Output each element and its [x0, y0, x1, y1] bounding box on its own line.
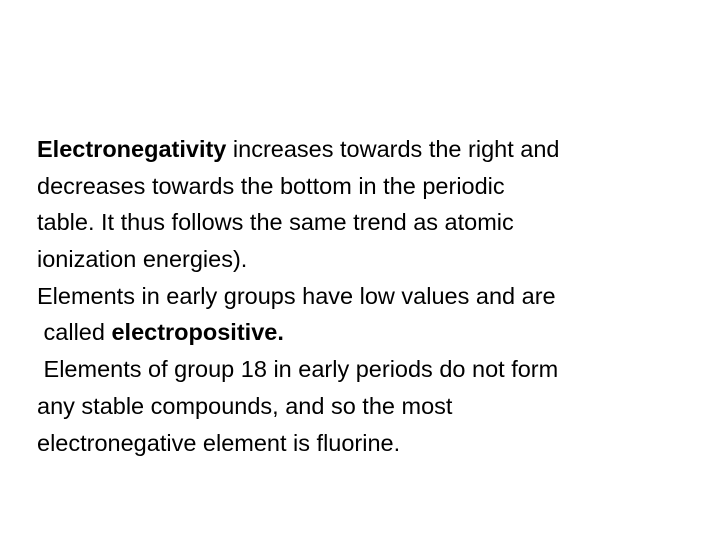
paragraph-3-line-2: any stable compounds, and so the most: [37, 392, 453, 419]
paragraph-1-line-1: [37, 131, 697, 168]
paragraph-3-line-1: Elements of group 18 in early periods do not form: [37, 356, 559, 383]
paragraph-1-line-1-text: increases towards the right and: [226, 136, 560, 162]
paragraph-2-line-1: Elements in early groups have low values and are: [37, 282, 556, 309]
paragraph-1-line-3: table. It thus follows the same trend as atomic: [37, 209, 514, 236]
paragraph-1-line-2: decreases towards the bottom in the periodic: [37, 172, 505, 199]
term-electropositive: electropositive.: [111, 319, 284, 346]
paragraph-2-line-2: [37, 314, 697, 351]
paragraph-3-line-3: electronegative element is fluorine.: [37, 429, 401, 456]
slide-text-body: [37, 131, 697, 461]
term-electronegativity: Electronegativity: [37, 136, 227, 162]
paragraph-1-line-4: ionization energies).: [37, 246, 248, 273]
paragraph-2-line-2-text: called: [37, 319, 112, 346]
